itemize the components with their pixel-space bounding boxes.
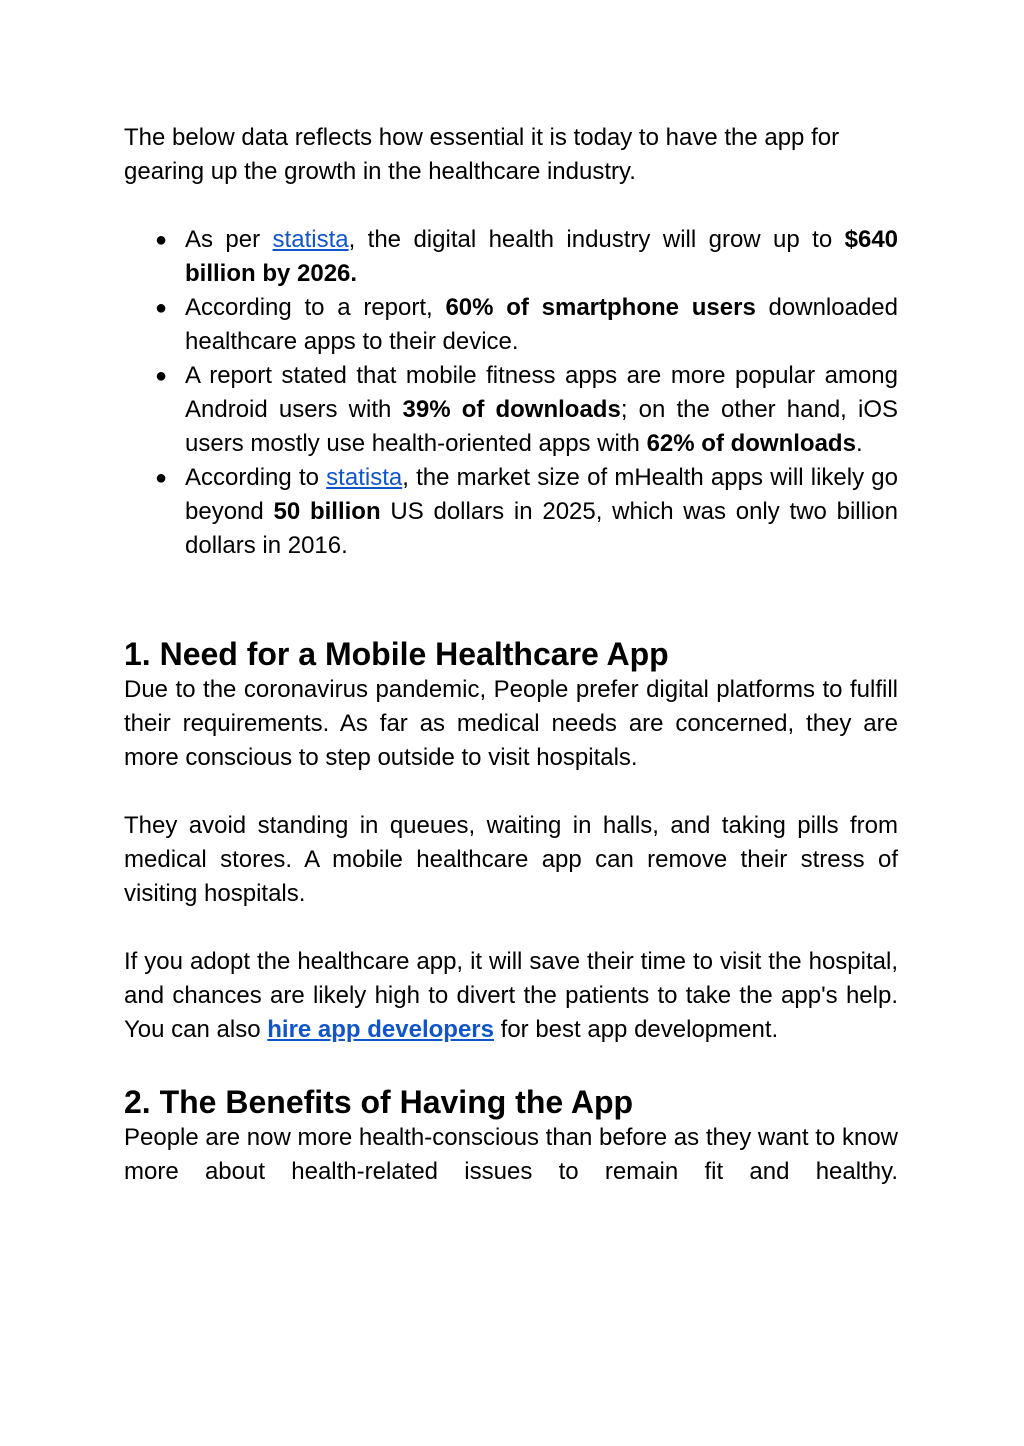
- list-item-highlight: 62% of downloads: [646, 430, 856, 457]
- list-item-text: , the market size of mHealth apps will likely go beyond: [185, 464, 898, 525]
- document-page: [124, 121, 898, 1189]
- list-item: [124, 223, 898, 291]
- list-item: [124, 359, 898, 461]
- section-paragraph: Due to the coronavirus pandemic, People prefer digital platforms to fulfill their requirements. As far as medical needs are concerned, they are more conscious to step outside to visit hospitals.: [124, 676, 898, 771]
- paragraph-text: If you adopt the healthcare app, it will save their time to visit the hospital, and chances are likely high to divert the patients to take the app's help. You can also: [124, 948, 898, 1043]
- list-item-highlight: $640 billion by 2026.: [185, 226, 899, 287]
- paragraph-text: for best app development.: [493, 1016, 779, 1043]
- list-item-text: According to: [185, 464, 327, 491]
- section-paragraph: People are now more health-conscious than before as they want to know more about health-related issues to remain fit and healthy.: [124, 1124, 898, 1185]
- list-item-text: , the digital health industry will grow up to: [348, 226, 845, 253]
- list-item-text: A report stated that mobile fitness apps are more popular among Android users with: [185, 362, 898, 423]
- list-item-text: .: [855, 430, 863, 457]
- bullet-icon: ●: [155, 467, 168, 489]
- list-item-text: downloaded healthcare apps to their device.: [185, 294, 898, 355]
- list-item-text: According to a report,: [185, 294, 446, 321]
- section-heading-benefits: 2. The Benefits of Having the App: [124, 1084, 634, 1120]
- section-paragraph: [124, 945, 898, 1047]
- list-item-highlight: 39% of downloads: [402, 396, 621, 423]
- hire-app-developers-link[interactable]: hire app developers: [267, 1016, 494, 1043]
- intro-paragraph: The below data reflects how essential it is today to have the app for gearing up the growth in the healthcare industry.: [124, 124, 840, 185]
- bullet-icon: ●: [155, 229, 168, 251]
- list-item-text: ; on the other hand, iOS users mostly use health-oriented apps with: [185, 396, 899, 457]
- stats-list: [124, 223, 898, 563]
- bullet-icon: ●: [155, 297, 168, 319]
- section-paragraph: They avoid standing in queues, waiting in halls, and taking pills from medical stores. A mobile healthcare app can remove their stress of visiting hospitals.: [124, 812, 898, 907]
- list-item-text: US dollars in 2025, which was only two billion dollars in 2016.: [185, 498, 899, 559]
- list-item-highlight: 50 billion: [273, 498, 381, 525]
- list-item-text: As per: [185, 226, 273, 253]
- section-heading-need: 1. Need for a Mobile Healthcare App: [124, 636, 669, 672]
- list-item: [124, 461, 898, 563]
- statista-link[interactable]: statista: [326, 464, 403, 491]
- statista-link[interactable]: statista: [272, 226, 349, 253]
- bullet-icon: ●: [155, 365, 168, 387]
- list-item-highlight: 60% of smartphone users: [445, 294, 756, 321]
- list-item: [124, 291, 898, 359]
